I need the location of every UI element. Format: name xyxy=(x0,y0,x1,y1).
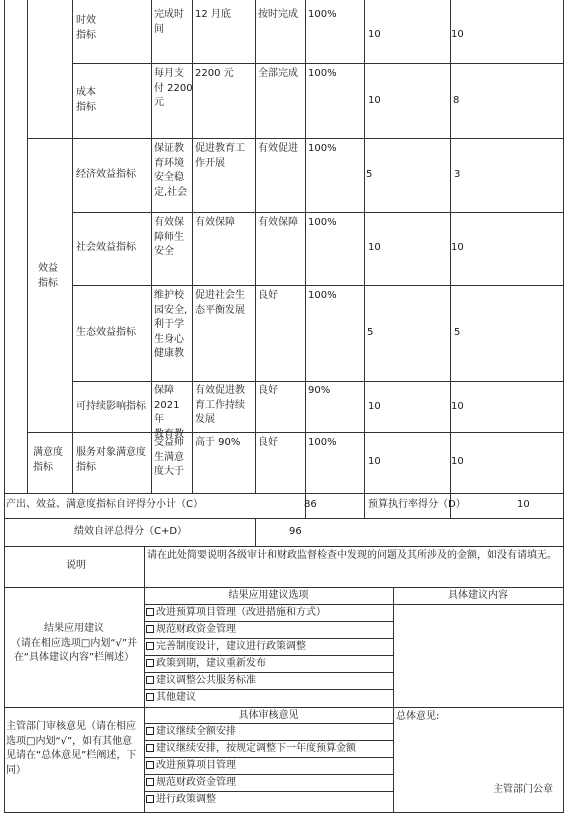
checkbox[interactable] xyxy=(146,727,154,735)
grid-line xyxy=(4,546,563,547)
indicator-actual: 有效促进 xyxy=(258,143,298,154)
indicator-level4: 受益师 生满意 度大于 xyxy=(154,437,184,477)
indicator-rate: 100% xyxy=(308,143,337,154)
grid-line xyxy=(72,0,73,493)
grid-line xyxy=(364,0,365,518)
indicator-target: 12 月底 xyxy=(195,9,231,20)
grid-line xyxy=(144,740,393,741)
indicator-rate: 100% xyxy=(308,290,337,301)
grid-line xyxy=(255,0,256,493)
review-option[interactable]: 进行政策调整 xyxy=(146,793,216,808)
grid-line xyxy=(144,774,393,775)
grid-line xyxy=(144,638,393,639)
subtotal-label: 产出、效益、满意度指标自评得分小计（C） xyxy=(6,499,203,510)
indicator-level4: 维护校 园安全, 利于学 生身心 健康教 xyxy=(154,290,188,359)
group-label-benefit: 效益 指标 xyxy=(38,263,58,289)
indicator-score: 5 xyxy=(454,327,461,338)
total-label: 绩效自评总得分（C+D） xyxy=(74,526,188,537)
grid-line xyxy=(305,0,306,518)
checkbox[interactable] xyxy=(146,676,154,684)
indicator-level4: 保障 2021 年 教育教 xyxy=(154,385,184,440)
checkbox[interactable] xyxy=(146,625,154,633)
result-option[interactable]: 完善制度设计，建议进行政策调整 xyxy=(146,640,306,655)
grid-line xyxy=(450,0,451,518)
indicator-weight: 10 xyxy=(368,242,381,253)
indicator-level3: 服务对象满意度 指标 xyxy=(76,447,146,473)
indicator-level4: 有效保 障师生 安全 xyxy=(154,217,184,257)
note-text: 请在此处简要说明各级审计和财政监督检查中发现的问题及其所涉及的金额，如没有请填无。 xyxy=(147,550,557,561)
grid-line xyxy=(144,672,393,673)
indicator-rate: 90% xyxy=(308,385,331,396)
checkbox[interactable] xyxy=(146,642,154,650)
subtotal-value: 86 xyxy=(304,499,317,510)
grid-line xyxy=(151,0,152,493)
grid-line xyxy=(27,0,28,493)
indicator-actual: 良好 xyxy=(258,385,278,396)
indicator-score: 10 xyxy=(451,29,464,40)
checkbox[interactable] xyxy=(146,744,154,752)
result-option[interactable]: 规范财政资金管理 xyxy=(146,623,236,638)
grid-line xyxy=(4,0,5,813)
indicator-weight: 5 xyxy=(367,327,374,338)
review-option[interactable]: 规范财政资金管理 xyxy=(146,776,236,791)
result-options-header: 结果应用建议选项 xyxy=(228,590,309,601)
note-label: 说明 xyxy=(66,560,86,571)
review-label: 主管部门审核意见（请在相应选项□内划“√”，如有其他意见请在“总体意见”栏阐述，下同） xyxy=(6,721,137,776)
grid-line xyxy=(255,518,256,546)
indicator-target: 有效促进教 育工作持续 发展 xyxy=(195,385,245,425)
checkbox[interactable] xyxy=(146,761,154,769)
review-option[interactable]: 建议继续全额安排 xyxy=(146,725,236,740)
result-label: 结果应用建议 （请在相应选项□内划“√”并在“具体建议内容”栏阐述） xyxy=(10,623,138,663)
indicator-actual: 全部完成 xyxy=(258,68,298,79)
grid-line xyxy=(4,587,563,588)
grid-line xyxy=(72,212,563,213)
checkbox[interactable] xyxy=(146,693,154,701)
indicator-actual: 良好 xyxy=(258,290,278,301)
indicator-level3: 时效 指标 xyxy=(76,15,96,41)
checkbox[interactable] xyxy=(146,608,154,616)
result-option[interactable]: 改进预算项目管理（改进措施和方式） xyxy=(146,606,326,621)
group-label-satisfaction: 满意度 指标 xyxy=(33,447,63,473)
indicator-level4: 完成时 间 xyxy=(154,9,184,35)
checkbox[interactable] xyxy=(146,795,154,803)
grid-line xyxy=(144,791,393,792)
indicator-rate: 100% xyxy=(308,437,337,448)
result-option[interactable]: 建议调整公共服务标准 xyxy=(146,674,256,689)
indicator-level3: 可持续影响指标 xyxy=(76,401,146,412)
grid-line xyxy=(72,381,563,382)
indicator-rate: 100% xyxy=(308,9,337,20)
indicator-level3: 经济效益指标 xyxy=(76,169,136,180)
indicator-score: 3 xyxy=(454,169,461,180)
indicator-score: 10 xyxy=(451,401,464,412)
grid-line xyxy=(72,285,563,286)
indicator-level4: 每月支 付 2200 元 xyxy=(154,68,193,108)
grid-line xyxy=(4,518,563,519)
indicator-level3: 生态效益指标 xyxy=(76,327,136,338)
indicator-target: 促进社会生 态平衡发展 xyxy=(195,290,245,316)
indicator-score: 10 xyxy=(451,456,464,467)
budget-score-value: 10 xyxy=(517,499,530,510)
grid-line xyxy=(4,493,563,494)
total-value: 96 xyxy=(289,526,302,537)
result-option[interactable]: 其他建议 xyxy=(146,691,196,706)
indicator-weight: 10 xyxy=(368,456,381,467)
grid-line xyxy=(27,432,563,433)
review-option[interactable]: 改进预算项目管理 xyxy=(146,759,236,774)
grid-line xyxy=(144,621,393,622)
review-header: 具体审核意见 xyxy=(238,710,299,721)
indicator-rate: 100% xyxy=(308,68,337,79)
grid-line xyxy=(393,587,394,813)
indicator-target: 2200 元 xyxy=(195,68,234,79)
indicator-score: 8 xyxy=(453,95,460,106)
checkbox[interactable] xyxy=(146,778,154,786)
grid-line xyxy=(144,689,393,690)
stamp-label: 主管部门公章 xyxy=(493,784,553,795)
indicator-target: 有效保障 xyxy=(195,217,235,228)
grid-line xyxy=(563,0,564,813)
indicator-rate: 100% xyxy=(308,217,337,228)
indicator-level3: 成本 指标 xyxy=(76,87,96,113)
grid-line xyxy=(144,655,393,656)
result-option[interactable]: 政策到期，建议重新发布 xyxy=(146,657,266,672)
indicator-target: 促进教育工 作开展 xyxy=(195,143,245,169)
result-content-header: 具体建议内容 xyxy=(448,590,508,601)
indicator-actual: 有效保障 xyxy=(258,217,298,228)
indicator-level3: 社会效益指标 xyxy=(76,242,136,253)
indicator-level4: 保证教 育环境 安全稳 定,社会 xyxy=(154,143,188,198)
indicator-actual: 良好 xyxy=(258,437,278,448)
overall-opinion-label: 总体意见: xyxy=(396,711,440,722)
grid-line xyxy=(144,757,393,758)
indicator-weight: 10 xyxy=(368,29,381,40)
grid-line xyxy=(72,63,563,64)
review-option[interactable]: 建议继续安排，按规定调整下一年度预算金额 xyxy=(146,742,356,757)
indicator-score: 10 xyxy=(451,242,464,253)
budget-score-label: 预算执行率得分（D） xyxy=(368,499,466,510)
indicator-target: 高于 90% xyxy=(195,437,241,448)
grid-line xyxy=(144,604,563,605)
indicator-weight: 10 xyxy=(368,95,381,106)
grid-line xyxy=(4,707,563,708)
indicator-actual: 按时完成 xyxy=(258,9,298,20)
grid-line xyxy=(144,546,145,813)
indicator-weight: 10 xyxy=(368,401,381,412)
grid-line xyxy=(27,138,563,139)
indicator-weight: 5 xyxy=(366,169,373,180)
checkbox[interactable] xyxy=(146,659,154,667)
